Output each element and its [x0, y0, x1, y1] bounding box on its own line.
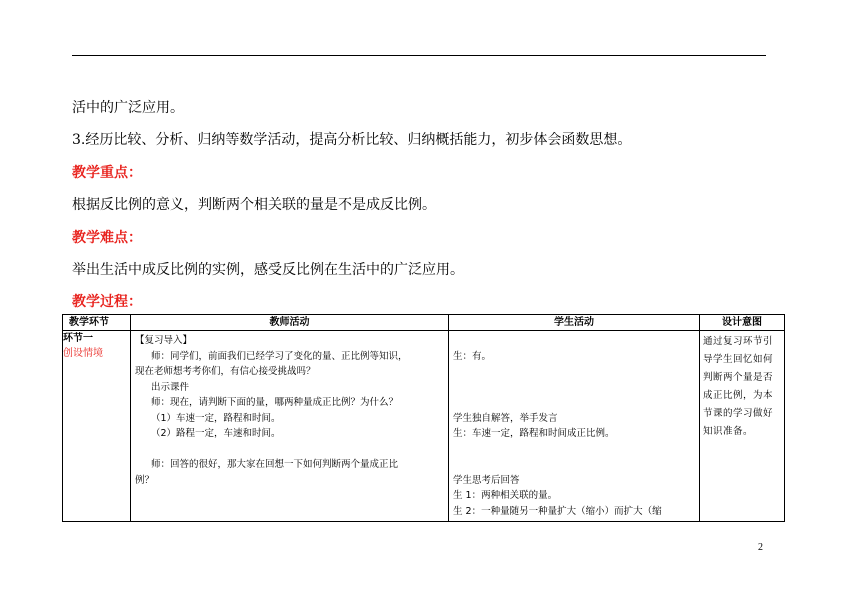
teacher-line: （2）路程一定，车速和时间。 [151, 428, 281, 439]
student-line: 生：车速一定，路程和时间成正比例。 [453, 428, 615, 439]
column-header: 学生活动 [449, 315, 700, 331]
design-line: 通过复习环节引 [703, 336, 774, 347]
teacher-line: 师：现在，请判断下面的量，哪两种量成正比例？为什么？ [151, 397, 399, 408]
student-activity-cell [449, 331, 700, 522]
heading-difficulties: 教学难点： [72, 230, 142, 246]
paragraph: 3.经历比较、分析、归纳等数学活动，提高分析比较、归纳概括能力，初步体会函数思想。 [72, 132, 632, 148]
teacher-line: 师：回答的很好，那大家在回想一下如何判断两个量成正比 [151, 459, 399, 470]
heading-process: 教学过程： [72, 294, 142, 310]
stage-cell [63, 331, 131, 522]
table-header-row [63, 315, 785, 331]
paragraph: 根据反比例的意义，判断两个相关联的量是不是成反比例。 [72, 197, 436, 213]
design-line: 成正比例，为本 [703, 390, 774, 401]
column-header: 教师活动 [131, 315, 449, 331]
student-line: 生 2：一种量随另一种量扩大（缩小）而扩大（缩 [453, 505, 662, 517]
paragraph: 活中的广泛应用。 [72, 100, 184, 116]
teacher-line: 师：同学们，前面我们已经学习了变化的量、正比例等知识， [151, 350, 408, 362]
student-line: 生：有。 [453, 350, 492, 362]
teacher-line: 出示课件 [151, 381, 190, 393]
table-row [63, 331, 785, 522]
paragraph: 举出生活中成反比例的实例，感受反比例在生活中的广泛应用。 [72, 262, 464, 278]
teacher-line: 【复习导入】 [135, 335, 193, 346]
header-rule [72, 55, 766, 56]
teacher-line: （1）车速一定，路程和时间。 [151, 412, 281, 424]
process-table [62, 314, 785, 522]
design-line: 导学生回忆如何 [703, 354, 774, 365]
page-number: 2 [758, 542, 763, 553]
heading-key-points: 教学重点： [72, 165, 142, 181]
student-line: 生 1：两种相关联的量。 [453, 490, 558, 501]
column-header: 教学环节 [63, 315, 131, 331]
teacher-activity-cell [131, 331, 449, 522]
stage-name: 环节一 [63, 333, 93, 344]
teacher-line: 现在老师想考考你们，有信心接受挑战吗？ [135, 366, 316, 377]
design-line: 判断两个量是否 [703, 372, 774, 383]
stage-title: 创设情境 [63, 348, 103, 359]
student-line: 学生独自解答，举手发言 [453, 412, 558, 424]
design-intent-cell [700, 331, 785, 522]
design-line: 节课的学习做好 [703, 408, 774, 419]
design-line: 知识准备。 [703, 426, 754, 437]
teacher-line: 例？ [135, 474, 155, 486]
student-line: 学生思考后回答 [453, 474, 520, 486]
column-header: 设计意图 [700, 315, 785, 331]
